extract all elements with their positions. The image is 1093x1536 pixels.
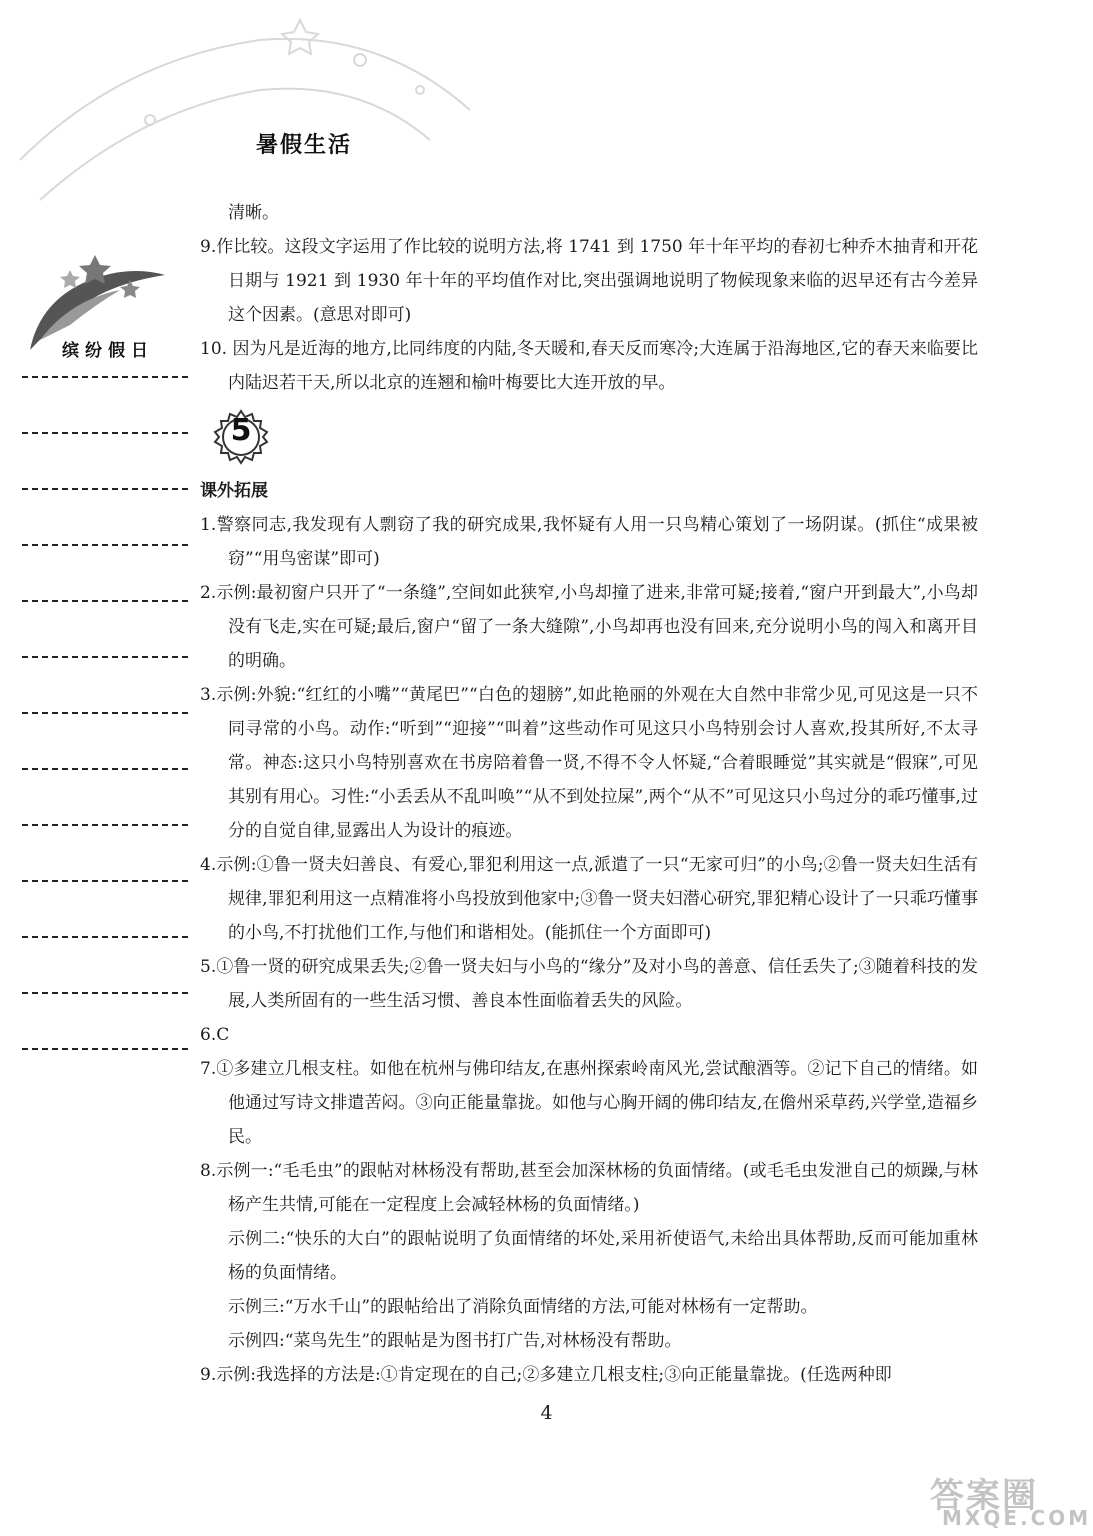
answer-item: 3.示例:外貌:“红红的小嘴”“黄尾巴”“白色的翅膀”,如此艳丽的外观在大自然中非常少见,可见这是一只不同寻常的小鸟。动作:“听到”“迎接”“叫着”这些动作可见这只小鸟特别会讨人喜欢,投其所好,不太寻常。神态:这只小鸟特别喜欢在书房陪着鲁一贤,不得不令人怀疑,“合着眼睡觉”其实就是“假寐”,可见其别有用心。习性:“小丢丢从不乱叫唤”“从不到处拉屎”,两个“从不”可见这只小鸟过分的乖巧懂事,过分的自觉自律,显露出人为设计的痕迹。 xyxy=(200,685,978,841)
answer-item: 10. 因为凡是近海的地方,比同纬度的内陆,冬天暖和,春天反而寒冷;大连属于沿海地区,它的春天来临要比内陆迟若干天,所以北京的连翘和榆叶梅要比大连开放的早。 xyxy=(200,339,978,393)
answer-item: 2.示例:最初窗户只开了“一条缝”,空间如此狭窄,小鸟却撞了进来,非常可疑;接着,“窗户开到最大”,小鸟却没有飞走,实在可疑;最后,窗户“留了一条大缝隙”,小鸟却再也没有回来,充分说明小鸟的闯入和离开目的明确。 xyxy=(200,583,978,671)
section-number-badge xyxy=(212,408,270,466)
watermark-logo xyxy=(930,1468,1090,1532)
answer-item: 7.①多建立几根支柱。如他在杭州与佛印结友,在惠州探索岭南风光,尝试酿酒等。②记下自己的情绪。如他通过写诗文排遣苦闷。③向正能量靠拢。如他与心胸开阔的佛印结友,在儋州采草药,兴学堂,造福乡民。 xyxy=(200,1059,978,1147)
note-line xyxy=(22,880,188,882)
note-line xyxy=(22,488,188,490)
note-line xyxy=(22,656,188,658)
note-line xyxy=(22,712,188,714)
answer-item: 示例三:“万水千山”的跟帖给出了消除负面情绪的方法,可能对林杨有一定帮助。 xyxy=(228,1297,818,1317)
sub-heading: 课外拓展 xyxy=(200,481,268,501)
note-line xyxy=(22,600,188,602)
note-line xyxy=(22,936,188,938)
answer-item: 9.作比较。这段文字运用了作比较的说明方法,将 1741 到 1750 年十年平均的春初七种乔木抽青和开花日期与 1921 到 1930 年十年的平均值作对比,突出强调地说明了物候现象来临的迟早还有古今差异这个因素。(意思对即可) xyxy=(200,237,978,325)
answer-item: 8.示例一:“毛毛虫”的跟帖对林杨没有帮助,甚至会加深林杨的负面情绪。(或毛毛虫发泄自己的烦躁,与林杨产生共情,可能在一定程度上会减轻林杨的负面情绪。) xyxy=(200,1161,978,1215)
header-title: 暑假生活 xyxy=(256,133,353,158)
answer-item: 清晰。 xyxy=(228,203,279,223)
note-line xyxy=(22,376,188,378)
watermark-url: MXQE.COM xyxy=(942,1506,1092,1530)
main-answer-list xyxy=(200,508,978,1392)
note-line xyxy=(22,544,188,546)
page-number: 4 xyxy=(540,1402,553,1424)
note-line xyxy=(22,768,188,770)
note-line xyxy=(22,992,188,994)
note-line xyxy=(22,1048,188,1050)
answer-item: 示例二:“快乐的大白”的跟帖说明了负面情绪的坏处,采用祈使语气,未给出具体帮助,反而可能加重林杨的负面情绪。 xyxy=(228,1229,978,1283)
watermark-text: 答案圈 xyxy=(930,1476,1038,1516)
section-number: 5 xyxy=(230,413,252,448)
top-answer-list xyxy=(200,196,978,400)
answer-item: 示例四:“菜鸟先生”的跟帖是为图书打广告,对林杨没有帮助。 xyxy=(228,1331,682,1351)
sidebar-title: 缤纷假日 xyxy=(62,341,154,361)
note-line xyxy=(22,824,188,826)
answer-item: 1.警察同志,我发现有人剽窃了我的研究成果,我怀疑有人用一只鸟精心策划了一场阴谋。(抓住“成果被窃”“用鸟密谋”即可) xyxy=(200,515,978,569)
note-line xyxy=(22,432,188,434)
answer-item: 4.示例:①鲁一贤夫妇善良、有爱心,罪犯利用这一点,派遣了一只“无家可归”的小鸟;②鲁一贤夫妇生活有规律,罪犯利用这一点精准将小鸟投放到他家中;③鲁一贤夫妇潜心研究,罪犯精心设计了一只乖巧懂事的小鸟,不打扰他们工作,与他们和谐相处。(能抓住一个方面即可) xyxy=(200,855,978,943)
answer-item: 6.C xyxy=(200,1025,230,1045)
answer-content xyxy=(200,196,978,1392)
answer-item: 9.示例:我选择的方法是:①肯定现在的自己;②多建立几根支柱;③向正能量靠拢。(任选两种即 xyxy=(200,1365,892,1385)
answer-item: 5.①鲁一贤的研究成果丢失;②鲁一贤夫妇与小鸟的“缘分”及对小鸟的善意、信任丢失了;③随着科技的发展,人类所固有的一些生活习惯、善良本性面临着丢失的风险。 xyxy=(200,957,978,1011)
